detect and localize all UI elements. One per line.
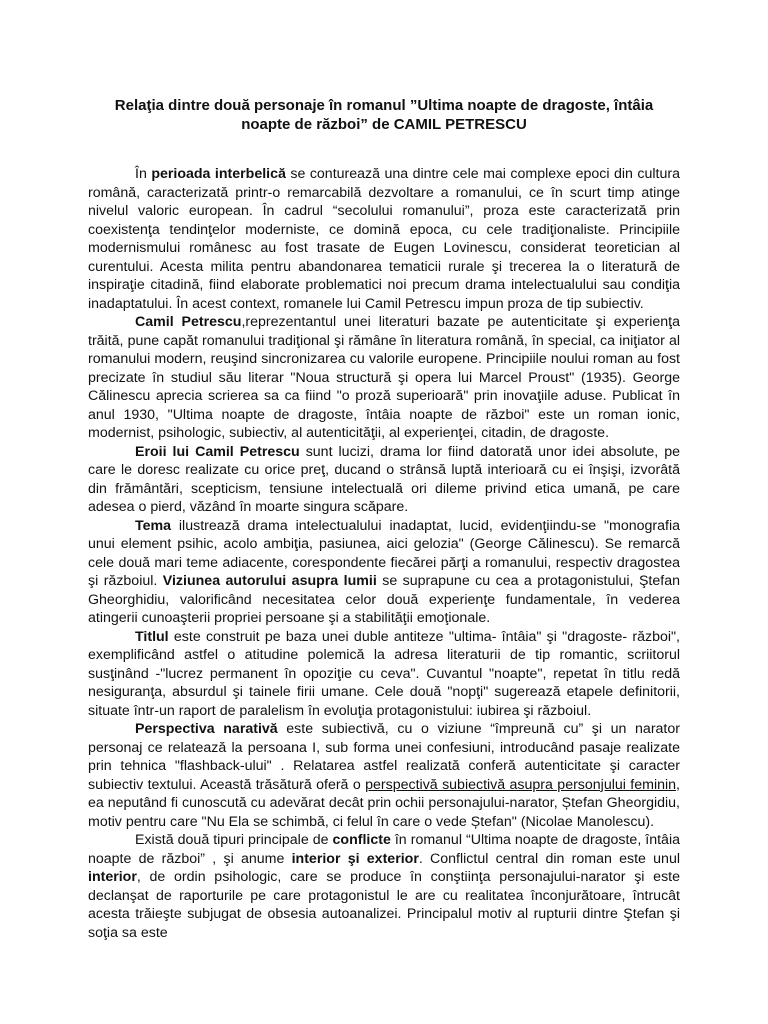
bold-phrase: conflicte xyxy=(332,832,391,848)
underlined-phrase: perspectivă subiectivă asupra personjului feminin xyxy=(365,776,677,793)
bold-phrase: Tema xyxy=(135,517,172,534)
title-line-1: Relaţia dintre două personaje în romanul ”Ultima noapte de dragoste, întâia xyxy=(114,97,654,114)
bold-phrase: Titlul xyxy=(135,628,169,645)
text-segment: , ea neputând fi cunoscută cu adevărat decât prin ochii personajului-narator, Ștefan Gheorgidiu, motiv pentru care "Nu Ela se schimbă, ci felul în care o vede Ștefan" (Nicolae Manolescu). xyxy=(88,776,680,830)
document-title xyxy=(88,96,680,134)
title-line-2: noapte de război” de CAMIL PETRESCU xyxy=(241,116,527,133)
text-segment: ilustrează drama intelectualului inadaptat, lucid, evidenţiindu-se "monografia unui element psihic, acolo ambiţia, pasiunea, aici gelozia" (George Călinescu). Se remarcă cele două mari teme adiacente, corespondente fiecărei părţi a romanului, respectiv dragostea şi războiul. xyxy=(88,517,680,589)
text-segment: este construit pe baza unei duble antiteze "ultima- întâia" şi "dragoste- război", exemplificând astfel o atitudine polemică la adresa literaturii de tip romantic, scriitorul susţinând -"lucrez permanent în opoziţie cu ceva". Cuvantul "noapte", repetat în titlu redă nesiguranţa, absurdul şi tainele firii umane. Cele două "nopţi" sugerează etapele definitorii, situate într-un raport de paralelism în evoluţia protagonistului: iubirea şi războiul. xyxy=(88,628,680,719)
text-segment: este subiectivă, cu o viziune “împreună cu” şi un narator personaj ce relatează la persoana I, sub forma unei confesiuni, introducând pasaje realizate prin tehnica "flashback-ului" . Relatarea astfel realizată conferă autenticitate şi caracter subiectiv textului. Această trăsătură oferă o xyxy=(88,721,680,793)
text-segment: sunt lucizi, drama lor fiind datorată unor idei absolute, pe care le doresc realizate cu orice preţ, ducand o strânsă luptă interioară cu ei înşişi, izvorâtă din frământări, scepticism, tensiune intelectuală ori dileme privind etica umană, pe care adesea o pierd, văzând în moarte singura scăpare. xyxy=(88,443,680,515)
paragraph-p4 xyxy=(88,517,680,628)
paragraph-p5 xyxy=(88,628,680,721)
text-segment: . Conflictul central din roman este unul xyxy=(418,850,680,867)
bold-phrase: Viziunea autorului asupra lumii xyxy=(162,573,377,589)
text-segment: se conturează una dintre cele mai complexe epoci din cultura română, caracterizată printr-o remarcabilă dezvoltare a romanului, ce în scurt timp atinge nivelul valoric european. În cadrul “secolului romanului”, proza este caracterizată prin coexistenţa tendinţelor moderniste, ce domină epoca, cu cele tradiţionaliste. Principiile modernismului românesc au fost trasate de Eugen Lovinescu, considerat teoretician al curentului. Acesta milita pentru abandonarea tematicii rurale şi trecerea la o literatură de inspiraţie citadină, fiind elaborate problematici noi precum drama intelectualului sau condiţia inadaptatului. În acest context, romanele lui Camil Petrescu impun proza de tip subiectiv. xyxy=(88,166,680,312)
bold-phrase: Eroii lui Camil Petrescu xyxy=(135,443,300,460)
text-segment: , de ordin psihologic, care se produce în conştiinţa personajului-narator şi este declanşat de raporturile pe care protagonistul le are cu realitatea înconjurătoare, întrucât acesta trăieşte subjugat de obsesia autoanalizei. Principalul motiv al rupturii dintre Ştefan şi soţia sa este xyxy=(88,869,680,941)
text-segment: se suprapune cu cea a protagonistului, Ştefan Gheorghidiu, valorificând necesitatea celor două experienţe fundamentale, în vederea atingerii cunoaşterii propriei persoane şi a stabilităţii emoţionale. xyxy=(88,573,680,626)
bold-phrase: perioada interbelică xyxy=(151,166,286,182)
text-segment: în romanul “Ultima noapte de dragoste, întâia noapte de război” , şi anume xyxy=(88,832,680,867)
text-segment: În xyxy=(135,166,152,182)
paragraph-p3 xyxy=(88,443,680,517)
paragraph-p2 xyxy=(88,313,680,443)
bold-phrase: interior şi exterior xyxy=(291,850,419,867)
document-body xyxy=(88,165,680,942)
bold-phrase: interior xyxy=(88,869,137,885)
paragraph-p6 xyxy=(88,720,680,831)
bold-phrase: Camil Petrescu xyxy=(135,314,242,330)
paragraph-p1 xyxy=(88,165,680,313)
text-segment: ,reprezentantul unei literaturi bazate pe autenticitate şi experienţa trăită, pune capăt romanului tradiţional şi rămâne în literatura română, în special, ca iniţiator al romanului modern, reuşind sincronizarea cu valorile europene. Principiile noului roman au fost precizate în studiul său literar "Noua structură şi opera lui Marcel Proust" (1935). George Călinescu aprecia scrierea sa ca fiind "o proză superioară" prin inovaţiile aduse. Publicat în anul 1930, "Ultima noapte de dragoste, întâia noapte de război" este un roman ionic, modernist, psihologic, subiectiv, al autenticităţii, al experienţei, citadin, de dragoste. xyxy=(88,314,681,441)
bold-phrase: Perspectiva narativă xyxy=(135,721,278,737)
paragraph-p7 xyxy=(88,831,680,942)
text-segment: Există două tipuri principale de xyxy=(135,832,333,848)
